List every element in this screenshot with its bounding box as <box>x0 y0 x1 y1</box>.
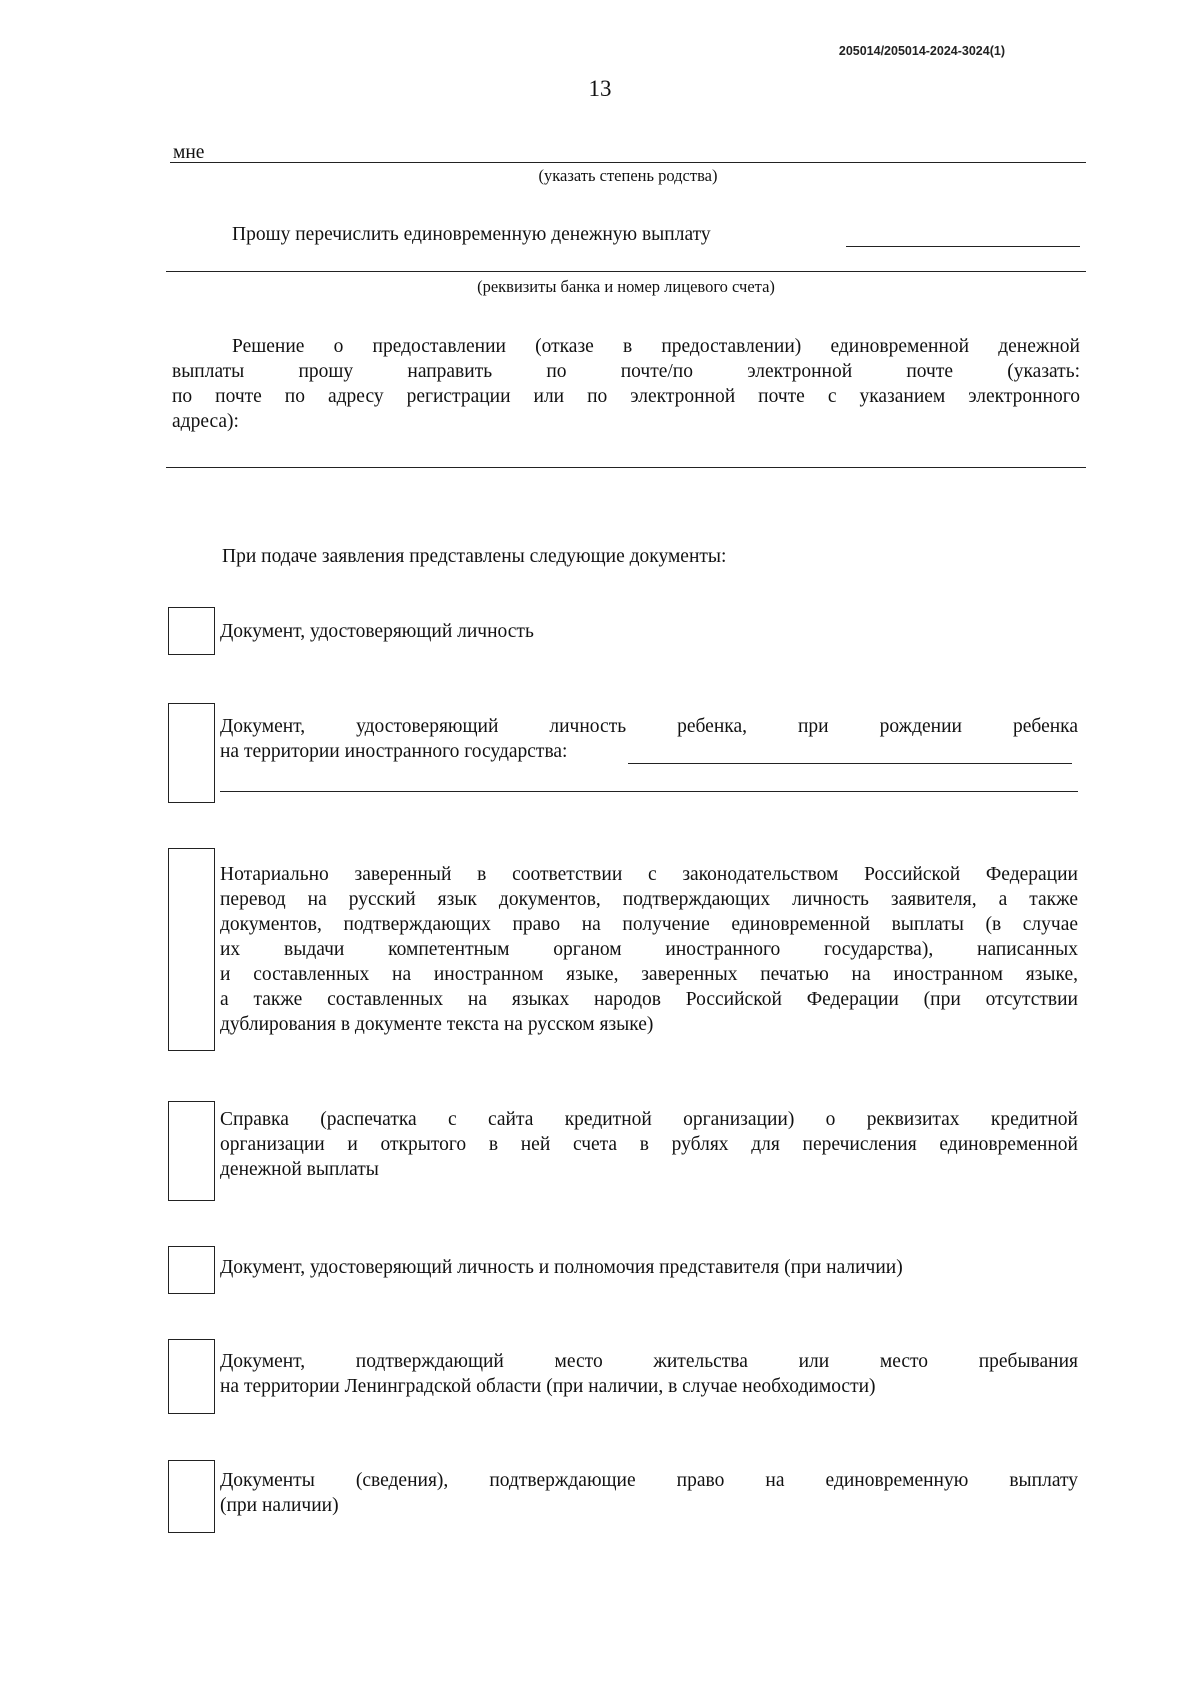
document-item-line: Нотариально заверенный в соответствии с законодательством Российской Федерации <box>220 864 1078 885</box>
email-field-line[interactable] <box>166 467 1086 468</box>
document-item-1 <box>220 619 1078 644</box>
document-item-line: перевод на русский язык документов, подтверждающих личность заявителя, а также <box>220 889 1078 910</box>
payment-field-line-2[interactable] <box>166 271 1086 272</box>
document-item-3 <box>220 862 1078 1037</box>
document-item-line: Документ, удостоверяющий личность <box>220 621 534 642</box>
document-item-line: Документы (сведения), подтверждающие право на единовременную выплату <box>220 1470 1078 1491</box>
document-item-line: их выдачи компетентным органом иностранного государства), написанных <box>220 939 1078 960</box>
document-checkbox-4[interactable] <box>168 1101 215 1201</box>
document-item-line: дублирования в документе текста на русском языке) <box>220 1014 654 1035</box>
document-checkbox-3[interactable] <box>168 848 215 1051</box>
document-item-line: организации и открытого в ней счета в рублях для перечисления единовременной <box>220 1134 1078 1155</box>
document-item-6 <box>220 1349 1078 1399</box>
relation-caption: (указать степень родства) <box>538 166 718 185</box>
relation-prefix: мне <box>173 142 205 163</box>
document-item-line: Документ, подтверждающий место жительства или место пребывания <box>220 1351 1078 1372</box>
document-item-2 <box>220 714 1078 764</box>
document-checkbox-1[interactable] <box>168 607 215 655</box>
decision-line: Решение о предоставлении (отказе в предоставлении) единовременной денежной <box>232 336 1080 357</box>
payment-field-line-1[interactable] <box>846 246 1080 247</box>
document-checkbox-2[interactable] <box>168 703 215 803</box>
foreign-document-field-line-2[interactable] <box>220 791 1078 792</box>
document-item-line: Документ, удостоверяющий личность ребенка, при рождении ребенка <box>220 716 1078 737</box>
relation-field-line[interactable] <box>170 162 1086 163</box>
foreign-document-field-line-1[interactable] <box>628 763 1072 764</box>
decision-line: по почте по адресу регистрации или по электронной почте с указанием электронного <box>172 386 1080 407</box>
document-item-line: и составленных на иностранном языке, заверенных печатью на иностранном языке, <box>220 964 1078 985</box>
document-item-line: а также составленных на языках народов Российской Федерации (при отсутствии <box>220 989 1078 1010</box>
payment-request-text: Прошу перечислить единовременную денежную выплату <box>232 224 711 245</box>
document-item-line: денежной выплаты <box>220 1159 379 1180</box>
document-item-line: на территории иностранного государства: <box>220 741 568 762</box>
document-checkbox-6[interactable] <box>168 1339 215 1414</box>
document-item-line: Документ, удостоверяющий личность и полномочия представителя (при наличии) <box>220 1257 903 1278</box>
document-item-4 <box>220 1107 1078 1182</box>
document-item-line: (при наличии) <box>220 1495 339 1516</box>
document-item-5 <box>220 1255 1078 1280</box>
decision-line: выплаты прошу направить по почте/по электронной почте (указать: <box>172 361 1080 382</box>
document-checkbox-7[interactable] <box>168 1460 215 1533</box>
document-item-line: на территории Ленинградской области (при наличии, в случае необходимости) <box>220 1376 876 1397</box>
payment-caption: (реквизиты банка и номер лицевого счета) <box>477 277 775 296</box>
document-checkbox-5[interactable] <box>168 1246 215 1294</box>
decision-paragraph <box>172 334 1080 434</box>
page-number: 13 <box>588 76 612 101</box>
document-id: 205014/205014-2024-3024(1) <box>838 44 1005 58</box>
document-item-7 <box>220 1468 1078 1518</box>
document-item-line: Справка (распечатка с сайта кредитной организации) о реквизитах кредитной <box>220 1109 1078 1130</box>
documents-heading: При подаче заявления представлены следующие документы: <box>222 546 727 567</box>
document-item-line: документов, подтверждающих право на получение единовременной выплаты (в случае <box>220 914 1078 935</box>
decision-line: адреса): <box>172 411 239 432</box>
